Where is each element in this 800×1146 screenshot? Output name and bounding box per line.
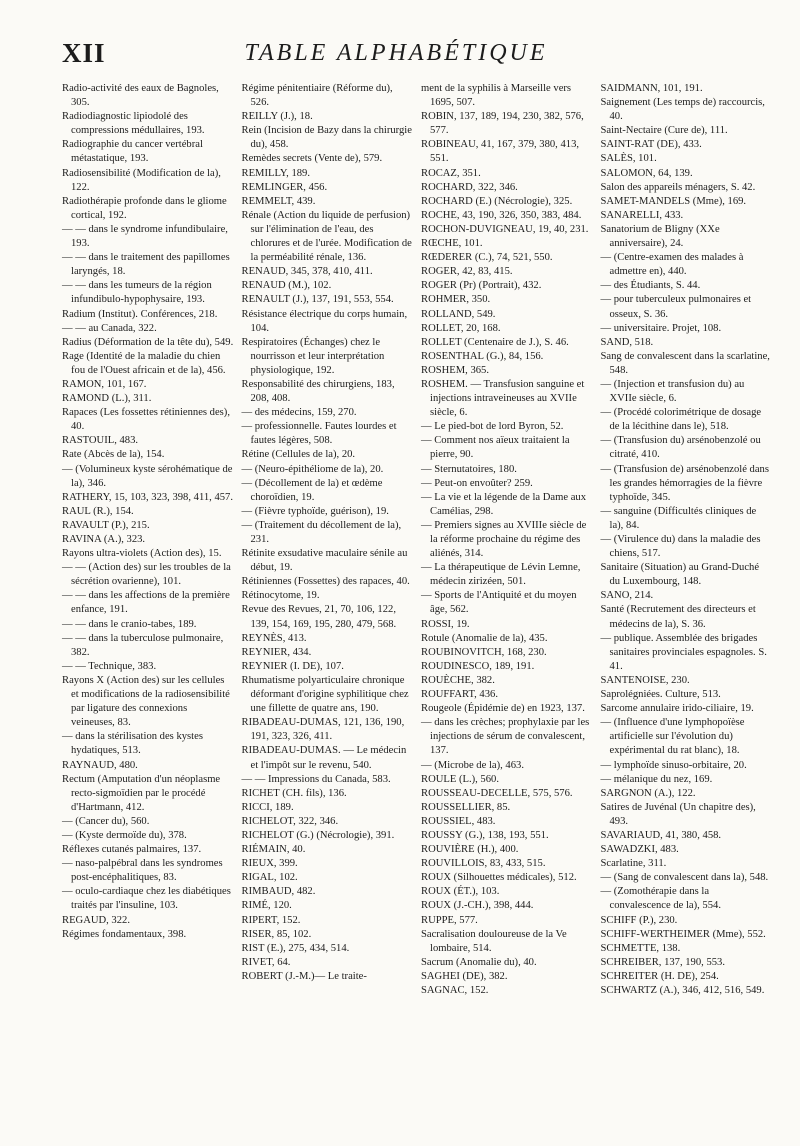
index-entry: SCHMETTE, 138.: [600, 942, 681, 954]
index-entry: ROSHEM. — Transfusion sanguine et injections intraveineuses au XVIIe siècle, 6.: [421, 378, 585, 419]
index-entry: — — Impressions du Canada, 583.: [241, 773, 391, 785]
index-column-3: [421, 82, 593, 998]
index-entry: ROUX (ÉT.), 103.: [421, 886, 500, 898]
index-entry: — pour tuberculeux pulmonaires et osseux, S. 36.: [600, 294, 752, 320]
index-entry: — dans les crèches; prophylaxie par les injections de sérum de convalescent, 137.: [421, 717, 590, 757]
index-entry: — professionnelle. Fautes lourdes et fautes légères, 508.: [241, 421, 397, 447]
index-entry: ROBIN, 137, 189, 194, 230, 382, 576, 577.: [421, 111, 584, 137]
index-entry: Rectum (Amputation d'un néoplasme recto-sigmoïdien par le procédé d'Hartmann, 412.: [62, 773, 221, 813]
index-entry: Rage (Identité de la maladie du chien fou de l'Ouest africain et de la), 456.: [62, 350, 226, 376]
index-entry: — (Cancer du), 560.: [62, 815, 150, 827]
index-entry: — Le pied-bot de lord Byron, 52.: [421, 421, 564, 433]
index-entry: REGAUD, 322.: [62, 914, 130, 926]
index-entry: ROUSSELLIER, 85.: [421, 801, 511, 813]
index-entry: Rétiniennes (Fossettes) des rapaces, 40.: [241, 576, 410, 588]
index-entry: RAVAULT (P.), 215.: [62, 519, 150, 531]
index-entry: ment de la syphilis à Marseille vers 1695, 507.: [421, 83, 572, 109]
index-entry: ROUX (J.-CH.), 398, 444.: [421, 900, 534, 912]
index-entry: ROSENTHAL (G.), 84, 156.: [421, 350, 544, 362]
index-entry: ROSHEM, 365.: [421, 364, 489, 376]
index-entry: — (Transfusion du) arsénobenzolé ou citraté, 410.: [600, 435, 761, 461]
index-entry: Rhumatisme polyarticulaire chronique déformant d'origine syphilitique chez une fillette de quatre ans, 190.: [241, 674, 409, 715]
index-entry: Satires de Juvénal (Un chapitre des), 493.: [600, 801, 756, 827]
index-entry: — — dans le cranio-tabes, 189.: [62, 618, 197, 630]
index-entry: Rayons ultra-violets (Action des), 15.: [62, 548, 222, 560]
index-entry: SAGHEI (DE), 382.: [421, 970, 508, 982]
index-entry: Santé (Recrutement des directeurs et médecins de la), S. 36.: [600, 604, 756, 630]
index-entry: — Comment nos aïeux traitaient la pierre, 90.: [421, 435, 570, 461]
index-entry: Radiodiagnostic lipiodolé des compressions médullaires, 193.: [62, 111, 205, 137]
index-entry: Rénale (Action du liquide de perfusion) sur l'élimination de l'eau, des chlorures et de l'urée. Modification de la perméabilité rénale, 136.: [241, 209, 412, 264]
index-entry: Rein (Incision de Bazy dans la chirurgie du), 458.: [241, 125, 412, 151]
index-entry: ROBINEAU, 41, 167, 379, 380, 413, 551.: [421, 139, 580, 165]
index-entry: RUPPE, 577.: [421, 914, 478, 926]
index-entry: — (Fièvre typhoïde, guérison), 19.: [241, 505, 389, 517]
index-entry: SCHIFF-WERTHEIMER (Mme), 552.: [600, 928, 766, 940]
index-entry: Régimes fondamentaux, 398.: [62, 928, 187, 940]
index-entry: — des Étudiants, S. 44.: [600, 280, 701, 292]
index-entry: RICCI, 189.: [241, 801, 294, 813]
index-entry: RENAULT (J.), 137, 191, 553, 554.: [241, 294, 394, 306]
index-entry: RICHELOT (G.) (Nécrologie), 391.: [241, 829, 395, 841]
index-entry: — Peut-on envoûter? 259.: [421, 477, 533, 489]
index-entry: ROUSSEAU-DECELLE, 575, 576.: [421, 787, 573, 799]
index-entry: — — dans les tumeurs de la région infundibulo-hypophysaire, 193.: [62, 280, 212, 306]
index-entry: Sacralisation douloureuse de la Ve lombaire, 514.: [421, 928, 567, 954]
index-entry: RIPERT, 152.: [241, 914, 301, 926]
index-entry: — (Traitement du décollement de la), 231.: [241, 519, 402, 545]
index-columns: [62, 82, 772, 998]
index-entry: ROCHARD (E.) (Nécrologie), 325.: [421, 195, 573, 207]
index-entry: — (Neuro-épithéliome de la), 20.: [241, 463, 384, 475]
index-entry: SAND, 518.: [600, 336, 654, 348]
index-entry: RAUL (R.), 154.: [62, 505, 134, 517]
index-entry: ROUBINOVITCH, 168, 230.: [421, 646, 547, 658]
index-entry: REYNIER, 434.: [241, 646, 312, 658]
index-entry: — La thérapeutique de Lévin Lemne, médecin zirizéen, 501.: [421, 562, 581, 588]
index-entry: — (Influence d'une lymphopoïèse artificielle sur l'évolution du) expérimental du rat blanc), 18.: [600, 717, 745, 757]
index-entry: — — dans les affections de la première enfance, 191.: [62, 590, 230, 616]
index-entry: — Sports de l'Antiquité et du moyen âge, 562.: [421, 590, 577, 616]
index-entry: — universitaire. Projet, 108.: [600, 322, 722, 334]
index-entry: RIST (E.), 275, 434, 514.: [241, 942, 350, 954]
index-entry: Réflexes cutanés palmaires, 137.: [62, 844, 202, 856]
index-entry: RENAUD, 345, 378, 410, 411.: [241, 266, 373, 278]
index-entry: ROUSSY (G.), 138, 193, 551.: [421, 829, 549, 841]
index-entry: REYNIER (I. DE), 107.: [241, 660, 344, 672]
index-entry: Rougeole (Épidémie de) en 1923, 137.: [421, 703, 585, 715]
index-entry: ROSSI, 19.: [421, 618, 470, 630]
index-entry: ROLLET (Centenaire de J.), S. 46.: [421, 336, 569, 348]
index-entry: — (Virulence du) dans la maladie des chiens, 517.: [600, 534, 761, 560]
index-entry: RIBADEAU-DUMAS. — Le médecin et l'impôt sur le revenu, 540.: [241, 745, 407, 771]
index-entry: REILLY (J.), 18.: [241, 111, 313, 123]
index-entry: Sacrum (Anomalie du), 40.: [421, 956, 537, 968]
index-entry: Radio-activité des eaux de Bagnoles, 305.: [62, 83, 219, 109]
index-entry: SANARELLI, 433.: [600, 209, 684, 221]
index-entry: Radiothérapie profonde dans le gliome cortical, 192.: [62, 195, 227, 221]
index-entry: — (Procédé colorimétrique de dosage de la lécithine dans le), 518.: [600, 407, 762, 433]
index-entry: RAMON, 101, 167.: [62, 378, 147, 390]
index-entry: RATHERY, 15, 103, 323, 398, 411, 457.: [62, 491, 233, 503]
index-entry: ROCHON-DUVIGNEAU, 19, 40, 231.: [421, 223, 589, 235]
index-entry: RENAUD (M.), 102.: [241, 280, 332, 292]
index-entry: — publique. Assemblée des brigades sanitaires provinciales espagnoles. S. 41.: [600, 632, 767, 672]
index-entry: ROUVILLOIS, 83, 433, 515.: [421, 858, 546, 870]
index-column-4: [601, 82, 773, 998]
index-entry: Radium (Institut). Conférences, 218.: [62, 308, 218, 320]
index-entry: — dans la stérilisation des kystes hydatiques, 513.: [62, 731, 203, 757]
index-entry: Rayons X (Action des) sur les cellules et modifications de la radiosensibilité par ligature des connexions veineuses, 83.: [62, 674, 230, 729]
index-entry: — (Transfusion de) arsénobenzolé dans les grandes hémorragies de la fièvre typhoïde, 345.: [600, 463, 769, 503]
index-entry: ROBERT (J.-M.)— Le traite-: [241, 970, 367, 982]
index-entry: SAWADZKI, 483.: [600, 844, 679, 856]
index-entry: — (Sang de convalescent dans la), 548.: [600, 872, 769, 884]
index-entry: — des médecins, 159, 270.: [241, 407, 357, 419]
index-entry: — (Décollement de la) et œdème choroïdien, 19.: [241, 477, 383, 503]
index-entry: Saprolégniées. Culture, 513.: [600, 689, 721, 701]
index-entry: RICHELOT, 322, 346.: [241, 815, 339, 827]
index-entry: ROLLET, 20, 168.: [421, 322, 501, 334]
index-entry: Saignement (Les temps de) raccourcis, 40.: [600, 97, 765, 123]
index-entry: SALÈS, 101.: [600, 153, 657, 165]
page-header: [62, 34, 730, 74]
index-entry: RAYNAUD, 480.: [62, 759, 138, 771]
index-entry: Rate (Abcès de la), 154.: [62, 449, 165, 461]
index-entry: SCHREITER (H. DE), 254.: [600, 970, 719, 982]
index-entry: — — dans le syndrome infundibulaire, 193.: [62, 223, 228, 250]
index-entry: ROCAZ, 351.: [421, 167, 481, 179]
index-entry: — (Zomothérapie dans la convalescence de la), 554.: [600, 886, 721, 912]
index-entry: — Sternutatoires, 180.: [421, 463, 517, 475]
index-entry: Résistance électrique du corps humain, 104.: [241, 308, 408, 334]
index-entry: RŒDERER (C.), 74, 521, 550.: [421, 252, 553, 264]
index-entry: RIBADEAU-DUMAS, 121, 136, 190, 191, 323, 326, 411.: [241, 717, 405, 743]
index-entry: SARGNON (A.), 122.: [600, 787, 696, 799]
index-entry: Sarcome annulaire irido-ciliaire, 19.: [600, 703, 754, 715]
index-entry: RAMOND (L.), 311.: [62, 393, 152, 405]
index-entry: ROCHARD, 322, 346.: [421, 181, 518, 193]
index-entry: ROUX (Silhouettes médicales), 512.: [421, 872, 577, 884]
page-title: TABLE ALPHABÉTIQUE: [244, 40, 548, 66]
index-entry: Radiosensibilité (Modification de la), 122.: [62, 167, 221, 193]
index-entry: Sang de convalescent dans la scarlatine, 548.: [600, 350, 770, 376]
index-entry: RIMÉ, 120.: [241, 900, 292, 912]
page-number: XII: [62, 38, 106, 68]
index-entry: SAVARIAUD, 41, 380, 458.: [600, 829, 722, 841]
index-entry: Saint-Nectaire (Cure de), 111.: [600, 125, 728, 137]
index-entry: REMILLY, 189.: [241, 167, 310, 179]
index-entry: ROUFFART, 436.: [421, 689, 498, 701]
index-entry: REYNÈS, 413.: [241, 632, 307, 644]
index-entry: SANTENOISE, 230.: [600, 674, 690, 686]
index-entry: — La vie et la légende de la Dame aux Camélias, 298.: [421, 491, 587, 517]
index-entry: ROCHE, 43, 190, 326, 350, 383, 484.: [421, 209, 582, 221]
index-entry: RIEUX, 399.: [241, 858, 298, 870]
index-entry: Responsabilité des chirurgiens, 183, 208, 408.: [241, 378, 395, 405]
index-entry: — naso-palpébral dans les syndromes post-encéphalitiques, 83.: [62, 858, 223, 884]
index-entry: Respiratoires (Échanges) chez le nourrisson et leur interprétation physiologique, 192.: [241, 336, 385, 376]
index-entry: — — Technique, 383.: [62, 660, 157, 672]
index-entry: SAIDMANN, 101, 191.: [600, 83, 703, 94]
index-entry: SAGNAC, 152.: [421, 985, 489, 996]
index-entry: — — dans la tuberculose pulmonaire, 382.: [62, 632, 224, 658]
index-entry: Rétinocytome, 19.: [241, 590, 320, 602]
index-entry: ROLLAND, 549.: [421, 308, 496, 320]
index-entry: Revue des Revues, 21, 70, 106, 122, 139, 154, 169, 195, 280, 479, 568.: [241, 604, 397, 630]
index-entry: ROUVIÈRE (H.), 400.: [421, 844, 519, 856]
index-entry: Rotule (Anomalie de la), 435.: [421, 632, 548, 644]
index-entry: SALOMON, 64, 139.: [600, 167, 693, 179]
index-entry: ROGER (Pr) (Portrait), 432.: [421, 280, 542, 292]
index-entry: ROUÈCHE, 382.: [421, 674, 495, 686]
index-entry: — sanguine (Difficultés cliniques de la), 84.: [600, 505, 757, 531]
index-entry: RISER, 85, 102.: [241, 928, 312, 940]
index-entry: SANO, 214.: [600, 590, 654, 602]
index-entry: — Premiers signes au XVIIIe siècle de la réforme prochaine du régime des aliénés, 314.: [421, 519, 587, 560]
index-entry: Salon des appareils ménagers, S. 42.: [600, 181, 756, 193]
index-entry: RIMBAUD, 482.: [241, 886, 316, 898]
index-entry: Radiographie du cancer vertébral métastatique, 193.: [62, 139, 203, 165]
index-entry: — oculo-cardiaque chez les diabétiques traités par l'insuline, 103.: [62, 886, 231, 912]
index-entry: Rétinite exsudative maculaire sénile au début, 19.: [241, 548, 408, 574]
index-entry: Scarlatine, 311.: [600, 858, 667, 870]
index-entry: — (Kyste dermoïde du), 378.: [62, 829, 187, 841]
index-entry: — — (Action des) sur les troubles de la sécrétion ovarienne), 101.: [62, 562, 231, 588]
index-entry: ROGER, 42, 83, 415.: [421, 266, 513, 278]
index-entry: — mélanique du nez, 169.: [600, 773, 713, 785]
index-entry: — (Microbe de la), 463.: [421, 759, 524, 771]
index-entry: ROUSSIEL, 483.: [421, 815, 496, 827]
index-entry: SCHREIBER, 137, 190, 553.: [600, 956, 725, 968]
index-entry: RŒCHE, 101.: [421, 238, 483, 250]
index-entry: — lymphoïde sinuso-orbitaire, 20.: [600, 759, 747, 771]
index-entry: RASTOUIL, 483.: [62, 435, 139, 447]
index-entry: — — dans le traitement des papillomes laryngés, 18.: [62, 252, 230, 278]
index-entry: Rapaces (Les fossettes rétiniennes des), 40.: [62, 407, 230, 433]
index-entry: Radius (Déformation de la tête du), 549.: [62, 336, 234, 348]
index-entry: ROUDINESCO, 189, 191.: [421, 660, 535, 672]
index-entry: RIÉMAIN, 40.: [241, 844, 306, 856]
index-entry: SCHIFF (P.), 230.: [600, 914, 678, 926]
index-entry: ROULE (L.), 560.: [421, 773, 499, 785]
index-column-1: [62, 82, 234, 998]
index-entry: RICHET (CH. fils), 136.: [241, 787, 347, 799]
index-entry: Régime pénitentiaire (Réforme du), 526.: [241, 83, 393, 109]
index-entry: Rétine (Cellules de la), 20.: [241, 449, 356, 461]
index-entry: REMLINGER, 456.: [241, 181, 328, 193]
index-entry: ROHMER, 350.: [421, 294, 491, 306]
index-entry: — (Centre-examen des malades à admettre en), 440.: [600, 252, 744, 278]
index-entry: SAINT-RAT (DE), 433.: [600, 139, 702, 151]
index-entry: — (Injection et transfusion du) au XVIIe siècle, 6.: [600, 378, 745, 405]
index-entry: Remèdes secrets (Vente de), 579.: [241, 153, 383, 165]
index-entry: Sanitaire (Situation) au Grand-Duché du Luxembourg, 148.: [600, 562, 760, 588]
index-entry: — — au Canada, 322.: [62, 322, 157, 334]
index-entry: RIVET, 64.: [241, 956, 291, 968]
index-entry: Sanatorium de Bligny (XXe anniversaire), 24.: [600, 223, 720, 250]
index-column-2: [242, 82, 414, 998]
index-entry: SCHWARTZ (A.), 346, 412, 516, 549.: [600, 985, 765, 996]
index-entry: REMMELT, 439.: [241, 195, 316, 207]
index-entry: RAVINA (A.), 323.: [62, 534, 146, 545]
index-entry: SAMET-MANDELS (Mme), 169.: [600, 195, 747, 207]
index-entry: — (Volumineux kyste sérohématique de la), 346.: [62, 463, 233, 489]
index-entry: RIGAL, 102.: [241, 872, 298, 884]
